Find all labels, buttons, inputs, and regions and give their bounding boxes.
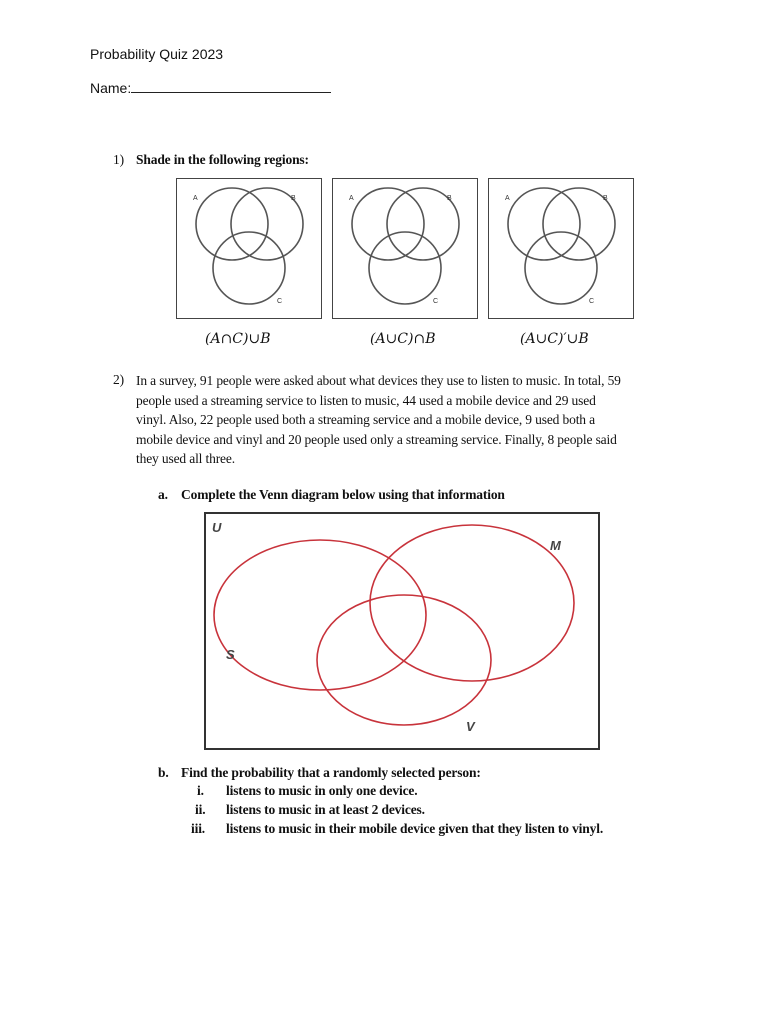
part-b-label: b. bbox=[158, 765, 169, 780]
set-b-label: B bbox=[291, 195, 296, 202]
expression-3: (A∪C)′∪B bbox=[520, 331, 589, 347]
set-a-label: A bbox=[505, 195, 510, 202]
question-2-line: In a survey, 91 people were asked about what devices they use to listen to music. In total, 59 bbox=[136, 373, 621, 388]
part-b-item-text: listens to music in only one device. bbox=[226, 783, 418, 798]
part-a-label: a. bbox=[158, 487, 168, 502]
set-c-label: C bbox=[433, 298, 439, 305]
set-b-label: B bbox=[447, 195, 452, 202]
quiz-title: Probability Quiz 2023 bbox=[90, 46, 224, 62]
set-m-label: M bbox=[550, 538, 561, 553]
venn-diagram-1 bbox=[176, 178, 322, 319]
question-2-line: mobile device and vinyl and 20 people used only a streaming service. Finally, 8 people said bbox=[136, 431, 617, 447]
set-a-label: A bbox=[349, 195, 354, 202]
part-a-text: Complete the Venn diagram below using that information bbox=[181, 487, 505, 502]
name-label: Name: bbox=[90, 80, 132, 96]
venn-diagram-3 bbox=[488, 178, 634, 319]
set-s-label: S bbox=[226, 647, 235, 662]
set-a-label: A bbox=[193, 195, 198, 202]
music-devices-venn-diagram bbox=[204, 512, 600, 750]
part-b-item-text: listens to music in at least 2 devices. bbox=[226, 802, 425, 817]
venn-diagram-2 bbox=[332, 178, 478, 319]
question-2-number: 2) bbox=[113, 372, 124, 387]
part-b-text: Find the probability that a randomly selected person: bbox=[181, 765, 481, 780]
universe-label: U bbox=[212, 520, 222, 535]
name-blank-line bbox=[131, 80, 331, 93]
question-2-text bbox=[136, 371, 696, 469]
question-1-text: Shade in the following regions: bbox=[136, 152, 309, 167]
set-c-label: C bbox=[277, 298, 283, 305]
part-b-item-number: iii. bbox=[191, 821, 206, 836]
expression-1: (A∩C)∪B bbox=[205, 331, 271, 347]
set-v-label: V bbox=[466, 719, 475, 734]
set-b-label: B bbox=[603, 195, 608, 202]
question-2-line: vinyl. Also, 22 people used both a streaming service and a mobile device, 9 used both a bbox=[136, 412, 595, 428]
question-1-number: 1) bbox=[113, 152, 124, 167]
part-b-item-number: ii. bbox=[195, 802, 206, 817]
set-c-label: C bbox=[589, 298, 595, 305]
name-field bbox=[90, 80, 331, 96]
part-b-item-text: listens to music in their mobile device given that they listen to vinyl. bbox=[226, 821, 604, 836]
part-b-item-number: i. bbox=[197, 783, 204, 798]
expression-2: (A∪C)∩B bbox=[370, 331, 436, 347]
question-2-line: people used a streaming service to listen to music, 44 used a mobile device and 29 used bbox=[136, 392, 596, 408]
question-2-line: they used all three. bbox=[136, 451, 235, 467]
